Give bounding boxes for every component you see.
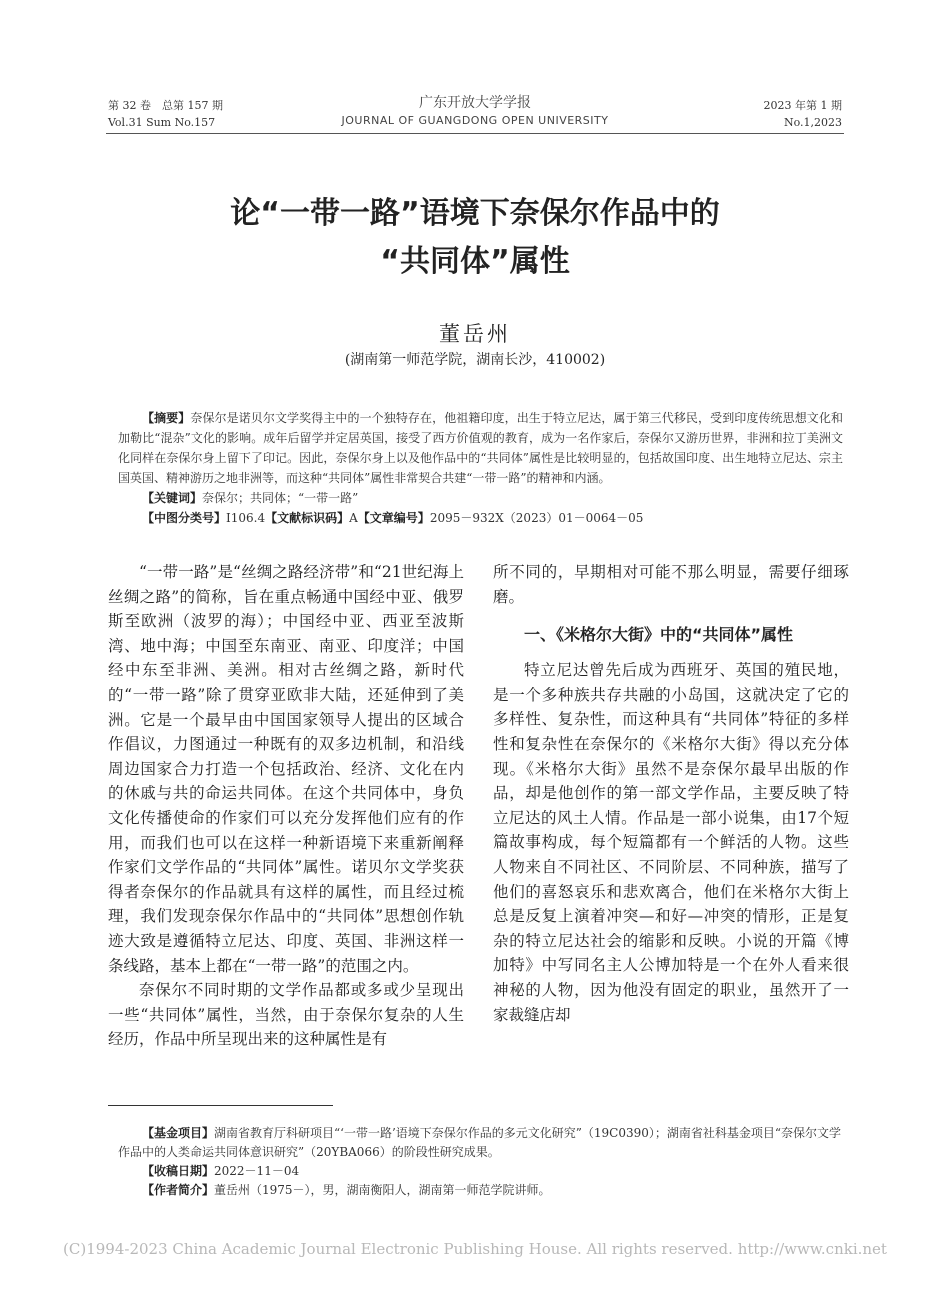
footnote-received <box>118 1162 843 1181</box>
author-name: 董岳州 <box>439 322 511 346</box>
classification-line <box>118 508 843 528</box>
abstract-label: 【摘要】 <box>142 411 191 425</box>
header-volume-info <box>108 97 223 131</box>
body-paragraph: “一带一路”是“丝绸之路经济带”和“21世纪海上丝绸之路”的简称，旨在重点畅通中国经中亚、俄罗斯至欧洲（波罗的海）；中国经中亚、西亚至波斯湾、地中海；中国至东南亚、南亚、印度洋；中国经中东至非洲、美洲。相对古丝绸之路，新时代的“一带一路”除了贯穿亚欧非大陆，还延伸到了美洲。它是一个最早由中国国家领导人提出的区域合作倡议，力图通过一种既有的双多边机制，和沿线周边国家合力打造一个包括政治、经济、文化在内的休戚与共的命运共同体。在这个共同体中，身负文化传播使命的作家们可以充分发挥他们应有的作用，而我们也可以在这样一种新语境下来重新阐释作家们文学作品的“共同体”属性。诺贝尔文学奖获得者奈保尔的作品就具有这样的属性，而且经过梳理，我们发现奈保尔作品中的“共同体”思想创作轨迹大致是遵循特立尼达、印度、英国、非洲这样一条线路，基本上都在“一带一路”的范围之内。 <box>108 563 464 975</box>
abstract-text: 奈保尔是诺贝尔文学奖得主中的一个独特存在，他祖籍印度，出生于特立尼达，属于第三代移民，受到印度传统思想文化和加勒比“混杂”文化的影响。成年后留学并定居英国，接受了西方价值观的教育，成为一名作家后，奈保尔又游历世界，非洲和拉丁美洲文化同样在奈保尔身上留下了印记。因此，奈保尔身上以及他作品中的“共同体”属性是比较明显的，包括故国印度、出生地特立尼达、宗主国英国、精神游历之地非洲等，而这种“共同体”属性非常契合共建“一带一路”的精神和内涵。 <box>118 411 843 485</box>
keywords-label: 【关键词】 <box>142 491 203 505</box>
received-date: 2022－11－04 <box>214 1164 300 1178</box>
author-bio-text: 董岳州（1975－），男，湖南衡阳人，湖南第一师范学院讲师。 <box>214 1183 551 1197</box>
journal-name-cn: 广东开放大学学报 <box>419 95 531 111</box>
abstract-paragraph <box>118 408 843 488</box>
doc-code-value: A <box>349 511 358 525</box>
article-title <box>100 190 850 286</box>
journal-name-en: JOURNAL OF GUANGDONG OPEN UNIVERSITY <box>341 114 609 127</box>
header-issue-en: No.1,2023 <box>783 116 842 129</box>
clc-value: I106.4 <box>226 511 266 525</box>
fund-label: 【基金项目】 <box>142 1126 215 1140</box>
keywords-line <box>118 488 843 508</box>
keywords-text: 奈保尔；共同体；“一带一路” <box>202 491 359 505</box>
copyright-watermark: (C)1994-2023 China Academic Journal Electronic Publishing House. All rights reserved. http://www.cnki.net <box>63 1240 887 1258</box>
body-paragraph: 特立尼达曾先后成为西班牙、英国的殖民地，是一个多种族共存共融的小岛国，这就决定了它的多样性、复杂性，而这种具有“共同体”特征的多样性和复杂性在奈保尔的《米格尔大街》得以充分体现。《米格尔大街》虽然不是奈保尔最早出版的作品，却是他创作的第一部文学作品，主要反映了特立尼达的风土人情。作品是一部小说集，由17个短篇故事构成，每个短篇都有一个鲜活的人物。这些人物来自不同社区、不同阶层、不同种族，描写了他们的喜怒哀乐和悲欢离合，他们在米格尔大街上总是反复上演着冲突—和好—冲突的情形，正是复杂的特立尼达社会的缩影和反映。小说的开篇《博加特》中写同名主人公博加特是一个在外人看来很神秘的人物，因为他没有固定的职业，虽然开了一家裁缝店却 <box>493 661 849 1024</box>
doc-code-label: 【文献标识码】 <box>265 511 350 525</box>
article-no-value: 2095－932X（2023）01－0064－05 <box>429 511 644 525</box>
body-paragraph-continued: 所不同的，早期相对可能不那么明显，需要仔细琢磨。 <box>493 563 849 606</box>
clc-label: 【中图分类号】 <box>142 511 227 525</box>
section-heading-1: 一、《米格尔大街》中的“共同体”属性 <box>524 625 794 645</box>
article-no-label: 【文章编号】 <box>357 511 430 525</box>
header-journal <box>300 93 650 129</box>
body-column-right <box>493 560 849 1027</box>
title-line-2: “共同体”属性 <box>380 244 570 279</box>
footnotes <box>118 1124 843 1200</box>
header-issue-info <box>764 97 842 131</box>
title-line-1: 论“一带一路”语境下奈保尔作品中的 <box>230 196 720 231</box>
header-volume-en: Vol.31 Sum No.157 <box>108 116 216 129</box>
body-column-left <box>108 560 464 1052</box>
author-affiliation: (湖南第一师范学院，湖南长沙，410002) <box>344 352 606 368</box>
footnote-author <box>118 1181 843 1200</box>
header-volume-cn: 第 32 卷 总第 157 期 <box>108 99 223 112</box>
abstract-block <box>118 408 843 528</box>
author-bio-label: 【作者简介】 <box>142 1183 215 1197</box>
fund-text: 湖南省教育厅科研项目“‘一带一路’语境下奈保尔作品的多元文化研究”（19C0390）；湖南省社科基金项目“奈保尔文学作品中的人类命运共同体意识研究”（20YBA066）的阶段性研究成果。 <box>118 1126 842 1159</box>
header-issue-cn: 2023 年第 1 期 <box>763 99 842 112</box>
footnote-fund <box>118 1124 843 1162</box>
header-divider <box>106 133 844 134</box>
received-label: 【收稿日期】 <box>142 1164 215 1178</box>
footnote-divider <box>108 1105 333 1106</box>
body-paragraph: 奈保尔不同时期的文学作品都或多或少呈现出一些“共同体”属性，当然，由于奈保尔复杂的人生经历，作品中所呈现出来的这种属性是有 <box>108 981 464 1049</box>
